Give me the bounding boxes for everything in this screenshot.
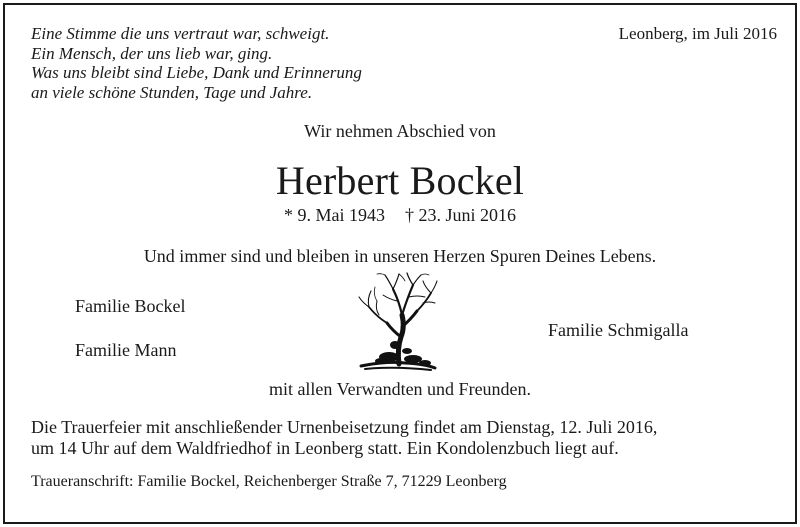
place-date: Leonberg, im Juli 2016	[618, 24, 777, 43]
poem-line: Ein Mensch, der uns lieb war, ging.	[31, 43, 273, 63]
ceremony-line: um 14 Uhr auf dem Waldfriedhof in Leonberg statt. Ein Kondolenzbuch liegt auf.	[31, 438, 619, 458]
ceremony-info	[31, 417, 657, 459]
poem-line: Was uns bleibt sind Liebe, Dank und Erinnerung	[31, 63, 362, 82]
relatives-text: mit allen Verwandten und Freunden.	[268, 379, 532, 399]
family-mann: Familie Mann	[75, 340, 177, 360]
intro-text: Wir nehmen Abschied von	[304, 121, 496, 141]
death-date: † 23. Juni 2016	[404, 205, 516, 225]
poem-line: Eine Stimme die uns vertraut war, schweigt.	[31, 24, 330, 43]
memorial-line: Und immer sind und bleiben in unseren Herzen Spuren Deines Lebens.	[143, 246, 657, 266]
mourning-address: Traueranschrift: Familie Bockel, Reichenberger Straße 7, 71229 Leonberg	[31, 473, 507, 490]
poem	[31, 24, 362, 102]
poem-line: an viele schöne Stunden, Tage und Jahre.	[31, 82, 313, 102]
birth-date: * 9. Mai 1943	[283, 205, 385, 225]
life-dates	[5, 205, 795, 226]
tree-icon	[355, 271, 439, 373]
ceremony-line: Die Trauerfeier mit anschließender Urnenbeisetzung findet am Dienstag, 12. Juli 2016,	[31, 417, 658, 437]
deceased-name: Herbert Bockel	[275, 158, 525, 203]
obituary-notice	[3, 3, 797, 524]
family-schmigalla: Familie Schmigalla	[548, 320, 689, 340]
family-bockel: Familie Bockel	[75, 296, 186, 316]
